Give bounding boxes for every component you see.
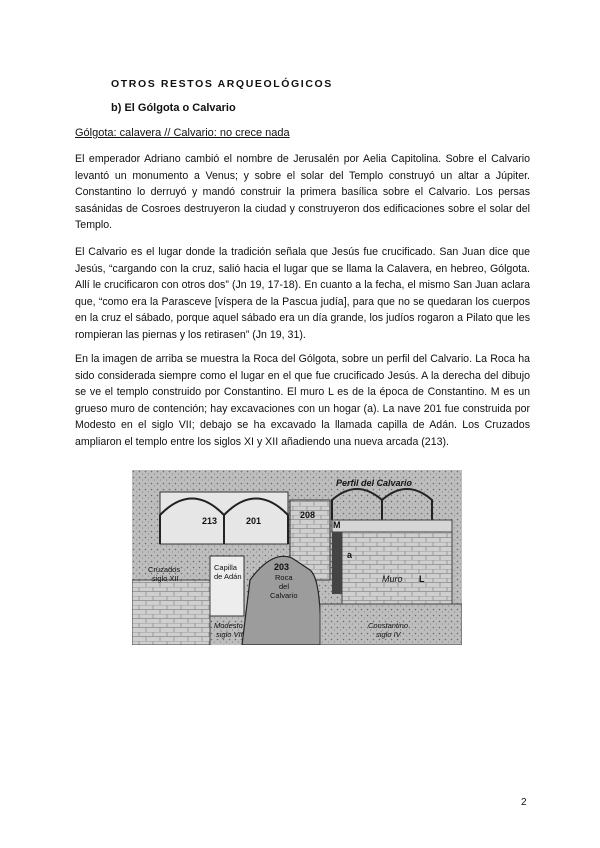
label-capilla: Capilla: [214, 563, 237, 572]
muro-block: [342, 532, 452, 604]
section-heading: OTROS RESTOS ARQUEOLÓGICOS: [111, 78, 333, 90]
label-modesto: Modesto: [214, 621, 243, 630]
label-208: 208: [300, 510, 316, 520]
label-constantino-century: siglo IV: [376, 630, 401, 639]
label-m: M: [333, 520, 341, 530]
page-number: 2: [521, 797, 527, 808]
label-201: 201: [246, 516, 262, 526]
label-cruzados-century: siglo XII: [152, 574, 179, 583]
paragraph-1: El emperador Adriano cambió el nombre de Jerusalén por Aelia Capitolina. Sobre el Calvario levantó un monumento a Venus; y sobre el solar del Templo construyó un altar a Júpiter. Constantino lo derruyó y mandó construir la primera basílica sobre el Calvario. Los persas sasánidas de Cosroes destruyeron la ciudad y construyeron dos edificaciones sobre el solar del Templo.: [75, 153, 530, 232]
definition-line: Gólgota: calavera // Calvario: no crece nada: [75, 127, 290, 139]
label-muro: Muro: [382, 574, 403, 584]
label-constantino: Constantino: [368, 621, 409, 630]
paragraph-2: El Calvario es el lugar donde la tradición señala que Jesús fue crucificado. San Juan dice que Jesús, “cargando con la cruz, salió hacia el lugar que se llama la Calavera, en hebreo, Gólgota. Allí le crucificaron con otros dos” (Jn 19, 17-18). En cuanto a la fecha, el mismo San Juan aclara que, “como era la Parasceve [víspera de la Pascua judía], para que no se quedaran los cuerpos en la cruz el sábado, porque aquel sábado era un día grande, los judíos rogaron a Pilato que les rompieran las piernas y los retirasen” (Jn 19, 31).: [75, 246, 530, 341]
calvario-profile-figure: [132, 470, 462, 645]
label-l: L: [419, 574, 425, 584]
label-modesto-century: siglo VII: [216, 630, 243, 639]
subsection-heading: b) El Gólgota o Calvario: [111, 102, 236, 114]
label-213: 213: [202, 516, 218, 526]
figure-title: Perfil del Calvario: [336, 478, 413, 488]
label-cruzados: Cruzados: [148, 565, 181, 574]
wall-m: [332, 532, 342, 594]
label-203: 203: [274, 562, 290, 572]
label-roca: Roca: [275, 573, 293, 582]
label-roca-del: del: [279, 582, 290, 591]
label-a: a: [347, 550, 353, 560]
label-de-adan: de Adán: [214, 572, 242, 581]
paragraph-3: En la imagen de arriba se muestra la Roca del Gólgota, sobre un perfil del Calvario. La Roca ha sido considerada siempre como el lugar en el que fue crucificado Jesús. A la derecha del dibujo se ve el templo construido por Constantino. El muro L es de la época de Constantino. M es un grueso muro de contención; hay excavaciones con un hogar (a). La nave 201 fue construida por Modesto en el siglo VII; debajo se ha excavado la llamada capilla de Adán. Los Cruzados ampliaron el templo entre los siglos XI y XII añadiendo una nueva arcada (213).: [75, 353, 530, 448]
label-roca-calvario: Calvario: [270, 591, 298, 600]
calvario-profile-drawing: [132, 470, 462, 645]
left-foundation: [132, 580, 210, 645]
right-floor: [332, 520, 452, 532]
